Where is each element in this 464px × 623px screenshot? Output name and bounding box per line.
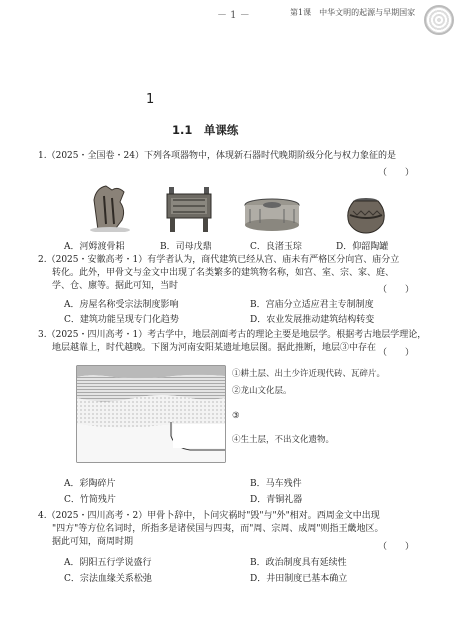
simu-wu-ding-image — [165, 185, 213, 233]
q4-option-b[interactable]: B．政治制度具有延续性 — [250, 558, 347, 568]
q4-option-d[interactable]: D．井田制度已基本确立 — [250, 574, 348, 584]
q2-option-d[interactable]: D．农业发展推动建筑结构转变 — [250, 315, 375, 325]
section-title: 1.1 单课练 — [172, 123, 239, 137]
q1-option-b[interactable]: B．司母戊鼎 — [160, 242, 212, 252]
q4-answer-paren: （ ） — [378, 542, 415, 552]
stratum-2-label: ②龙山文化层。 — [232, 386, 292, 396]
stratigraphy-diagram — [75, 364, 227, 464]
stratum-3-label: ③ — [232, 411, 240, 421]
bone-spade-image — [80, 180, 140, 232]
stratum-1-label: ①耕土层、出土少许近现代砖、瓦碎片。 — [232, 369, 386, 379]
q2-option-c[interactable]: C．建筑功能呈现专门化趋势 — [64, 315, 179, 325]
q2-option-a[interactable]: A．房屋名称受宗法制度影响 — [64, 300, 179, 310]
q3-stem-line1: 3.（2025・四川高考・1）考古学中，地层剖面考古的理论主要是地层学。根据考古地层学理论， — [38, 330, 427, 340]
liangzhu-jade-cong-image — [242, 197, 302, 233]
q3-option-a[interactable]: A．彩陶碎片 — [64, 479, 116, 489]
q2-answer-paren: （ ） — [378, 285, 415, 295]
q1-option-d[interactable]: D．仰韶陶罐 — [336, 242, 389, 252]
q2-stem-line3: 学、仓、廪等。据此可知，当时 — [52, 281, 179, 291]
chapter-header-title: 第1课 中华文明的起源与早期国家 — [290, 8, 416, 17]
q4-option-c[interactable]: C．宗法血缘关系松弛 — [64, 574, 152, 584]
q3-option-c[interactable]: C．竹简残片 — [64, 495, 116, 505]
q4-stem-line2: "四方"等方位名词时，所指多是诸侯国与四夷，而"周、宗周、成周"则指王畿地区。 — [52, 524, 384, 534]
stratum-4-label: ④生土层，不出文化遗物。 — [232, 435, 335, 445]
decorative-seal-icon — [424, 5, 454, 35]
q3-stem-line2: 地层越靠上，时代越晚。下图为河南安阳某遗址地层图。据此推断，地层③中存在 — [52, 343, 377, 353]
yangshao-pottery-jar-image — [343, 197, 389, 235]
q1-answer-paren: （ ） — [378, 168, 415, 178]
q4-stem-line3: 据此可知，商周时期 — [52, 537, 134, 547]
q4-option-a[interactable]: A．阴阳五行学说盛行 — [64, 558, 152, 568]
q4-stem-line1: 4.（2025・四川高考・2）甲骨卜辞中，卜问灾祸时"毁"与"外"相对。西周金文中出现 — [38, 511, 380, 521]
q3-option-b[interactable]: B．马车残件 — [250, 479, 302, 489]
q3-option-d[interactable]: D．青铜礼器 — [250, 495, 303, 505]
q2-stem-line1: 2.（2025・安徽高考・1）有学者认为，商代建筑已经从宫、庙未有严格区分向宫、庙分立 — [38, 255, 400, 265]
q3-answer-paren: （ ） — [378, 348, 415, 358]
q1-option-a[interactable]: A．河姆渡骨耜 — [64, 242, 125, 252]
q1-option-c[interactable]: C．良渚玉琮 — [250, 242, 302, 252]
q2-stem-line2: 转化。此外，甲骨文与金文中出现了名类繁多的建筑物名称，如宫、室、宗、家、庭、 — [52, 268, 395, 278]
q2-option-b[interactable]: B．宫庙分立适应君主专制制度 — [250, 300, 374, 310]
chapter-number: 1 — [146, 92, 155, 107]
q1-stem: 1.（2025・全国卷・24）下列各项器物中，体现新石器时代晚期阶级分化与权力象征的是 — [38, 151, 396, 161]
page-number: － 1 － — [217, 10, 250, 21]
